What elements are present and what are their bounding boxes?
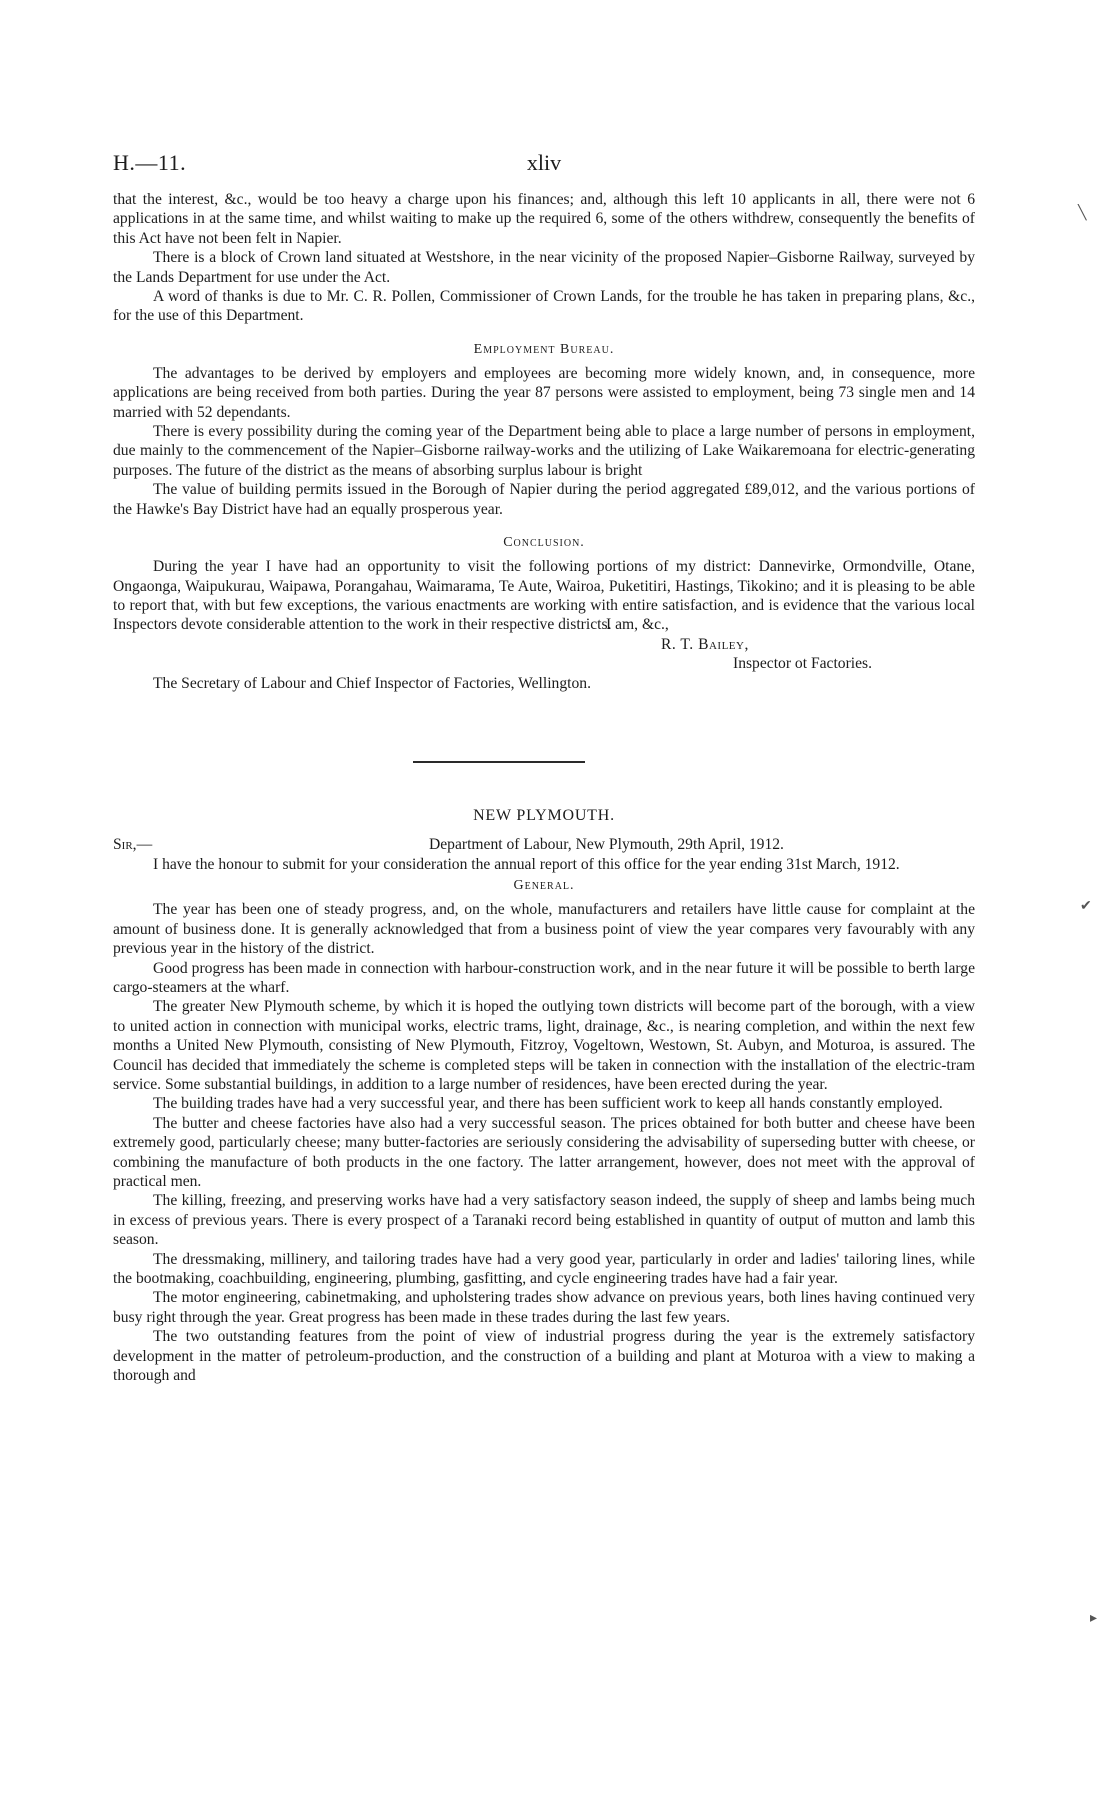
paragraph: The building trades have had a very successful year, and there has been sufficient work to keep all hands constantly employed. <box>153 1095 943 1113</box>
paragraph: There is every possibility during the coming year of the Department being able to place a large number of persons in employment, due mainly to the commencement of the Napier–Gisborne railway-works and the utilizing of Lake Waikaremoana for electric-generating purposes. The future of the district as the means of absorbing surplus labour is bright <box>113 423 975 479</box>
paragraph: The butter and cheese factories have also had a very successful season. The prices obtained for both butter and cheese have been extremely good, particularly cheese; many butter-factories are seriously considering the advisability of superseding butter with cheese, or combining the manufacture of both products in the one factory. The latter arrangement, however, does not meet with the approval of practical men. <box>113 1114 975 1191</box>
paragraph: A word of thanks is due to Mr. C. R. Pollen, Commissioner of Crown Lands, for the trouble he has taken in preparing plans, &c., for the use of this Department. <box>113 288 975 325</box>
department-date: Department of Labour, New Plymouth, 29th April, 1912. <box>429 835 784 853</box>
paragraph: The motor engineering, cabinetmaking, and upholstering trades show advance on previous years, both lines having continued very busy right through the year. Great progress has been made in these trades during the last few years. <box>113 1289 975 1326</box>
paragraph: The value of building permits issued in the Borough of Napier during the period aggregated £89,012, and the various portions of the Hawke's Bay District have had an equally prosperous year. <box>113 481 975 518</box>
scan-mark: ✔ <box>1080 899 1092 914</box>
signatory-title: Inspector ot Factories. <box>733 655 873 673</box>
scan-mark: ╲ <box>1078 206 1087 221</box>
document-page <box>113 150 975 1386</box>
paragraph: The two outstanding features from the point of view of industrial progress during the year is the extremely satisfactory development in the matter of petroleum-production, and the construction of a building and plant at Moturoa with a view to making a thorough and <box>113 1328 975 1385</box>
dateline <box>113 835 975 855</box>
paragraph: The advantages to be derived by employers and employees are becoming more widely known, and, in consequence, more applications are being received from both parties. During the year 87 persons were assisted to employment, being 73 single men and 14 married with 52 dependants. <box>113 364 975 421</box>
paragraph: The year has been one of steady progress, and, on the whole, manufacturers and retailers have little cause for complaint at the amount of business done. It is generally acknowledged that from a business point of view the year compares very favourably with any previous year in the history of the district. <box>113 901 975 958</box>
closing: I am, &c., <box>606 616 669 634</box>
paragraph: The dressmaking, millinery, and tailoring trades have had a very good year, particularly in order and ladies' tailoring lines, while the bootmaking, coachbuilding, engineering, plumbing, gasfitting, and cycle engineering trades have had a fair year. <box>113 1250 975 1288</box>
addressee: The Secretary of Labour and Chief Inspector of Factories, Wellington. <box>153 674 591 692</box>
paragraph: that the interest, &c., would be too heavy a charge upon his finances; and, although this left 10 applicants in all, there were not 6 applications in at the same time, and whilst waiting to make up the required 6, some of the others withdrew, consequently the benefits of this Act have not been felt in Napier. <box>113 191 975 247</box>
section-heading-general: General. <box>513 878 575 894</box>
paragraph: During the year I have had an opportunity to visit the following portions of my district: Dannevirke, Ormondville, Otane, Ongaonga, Waipukurau, Waipawa, Porangahau, Waimarama, Te Aute, Wairoa, Puketitiri, Hastings, Tikokino; and it is pleasing to be able to report that, with but few exceptions, the various enactments are working with entire satisfaction, and is evidence that the various local Inspectors devote considerable attention to the work in their respective districts. <box>113 558 975 634</box>
page-header <box>113 150 975 190</box>
section-heading-employment-bureau: Employment Bureau. <box>473 341 615 357</box>
section-title-new-plymouth: NEW PLYMOUTH. <box>473 806 615 824</box>
section-heading-conclusion: Conclusion. <box>503 535 585 551</box>
document-reference: H.—11. <box>113 150 187 175</box>
salutation: Sir,— <box>113 835 153 853</box>
signatory: R. T. Bailey, <box>661 635 749 653</box>
section-divider <box>413 761 585 763</box>
page-number: xliv <box>526 150 562 175</box>
intro-paragraph: I have the honour to submit for your consideration the annual report of this office for the year ending 31st March, 1912. <box>153 855 900 873</box>
paragraph: The killing, freezing, and preserving works have had a very satisfactory season indeed, the supply of sheep and lambs being much in excess of previous years. There is every prospect of a Taranaki record being established in quantity of output of mutton and lamb this season. <box>113 1192 975 1249</box>
paragraph: The greater New Plymouth scheme, by which it is hoped the outlying town districts will become part of the borough, with a view to united action in connection with municipal works, electric trams, light, drainage, &c., is nearing completion, and within the next few months a United New Plymouth, consisting of New Plymouth, Fitzroy, Vogeltown, Westown, St. Aubyn, and Moturoa, is assured. The Council has decided that immediately the scheme is completed steps will be taken in connection with the installation of the electric-tram service. Some substantial buildings, in addition to a large number of residences, have been erected during the year. <box>113 998 975 1094</box>
paragraph: There is a block of Crown land situated at Westshore, in the near vicinity of the proposed Napier–Gisborne Railway, surveyed by the Lands Department for use under the Act. <box>113 249 975 286</box>
scan-mark: ▸ <box>1090 1611 1098 1626</box>
paragraph: Good progress has been made in connection with harbour-construction work, and in the near future it will be possible to berth large cargo-steamers at the wharf. <box>113 959 975 996</box>
